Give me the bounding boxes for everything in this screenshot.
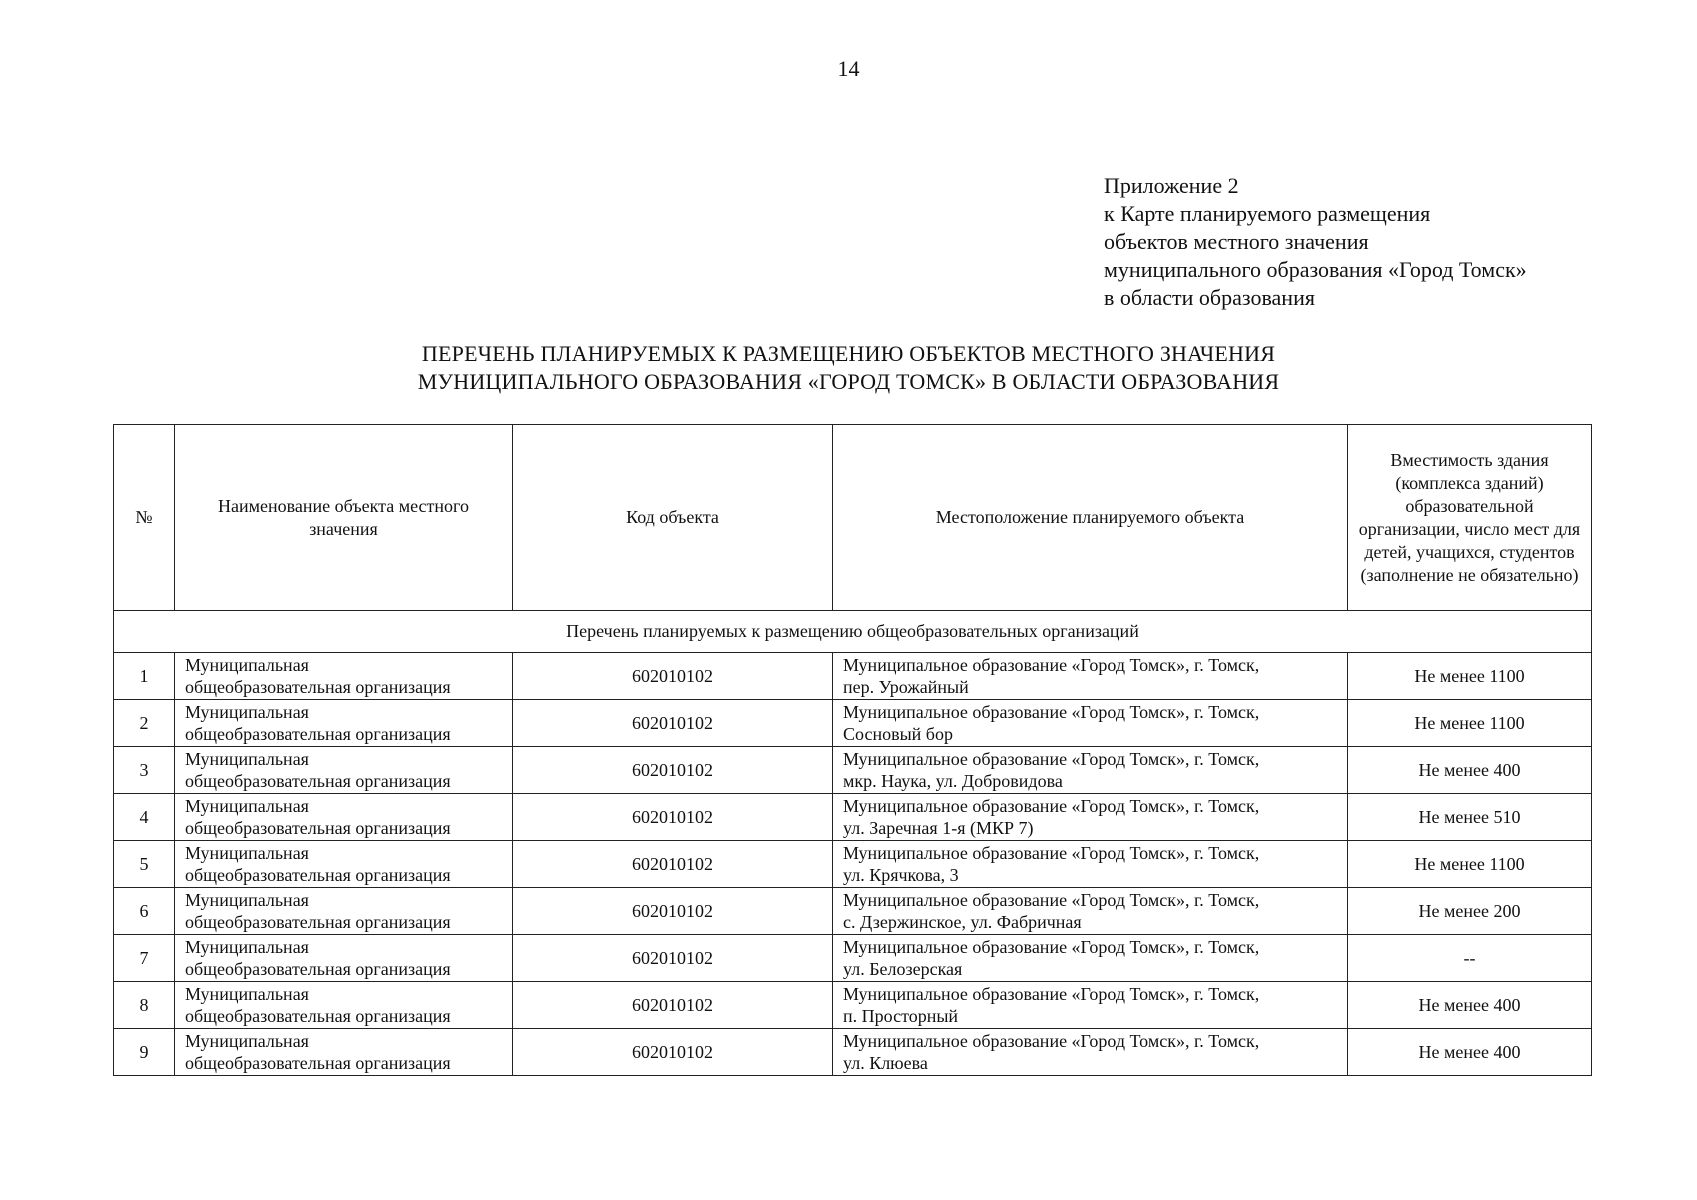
row-number: 5 [114, 841, 175, 888]
row-location-line: ул. Заречная 1-я (МКР 7) [843, 818, 1034, 838]
row-object-name-line: общеобразовательная организация [185, 677, 451, 697]
row-location-line: Муниципальное образование «Город Томск», г. Томск, [843, 937, 1260, 957]
table-row [114, 841, 1592, 888]
appendix-line: Приложение 2 [1104, 173, 1239, 198]
header-location: Местоположение планируемого объекта [833, 425, 1348, 611]
table-row [114, 888, 1592, 935]
row-object-name [175, 794, 513, 841]
row-capacity: Не менее 200 [1348, 888, 1592, 935]
row-number: 6 [114, 888, 175, 935]
row-object-name-line: Муниципальная [185, 655, 309, 675]
row-location-line: Муниципальное образование «Город Томск», г. Томск, [843, 655, 1260, 675]
row-location-line: Муниципальное образование «Город Томск», г. Томск, [843, 702, 1260, 722]
row-number: 8 [114, 982, 175, 1029]
row-object-name-line: Муниципальная [185, 937, 309, 957]
row-object-name-line: общеобразовательная организация [185, 1006, 451, 1026]
header-code: Код объекта [513, 425, 833, 611]
row-capacity: Не менее 400 [1348, 1029, 1592, 1076]
row-number: 3 [114, 747, 175, 794]
table-row [114, 982, 1592, 1029]
objects-table [113, 424, 1592, 1076]
row-object-name [175, 982, 513, 1029]
table-row [114, 935, 1592, 982]
row-location-line: п. Просторный [843, 1006, 959, 1026]
row-location [833, 841, 1348, 888]
row-location [833, 1029, 1348, 1076]
row-object-code: 602010102 [513, 700, 833, 747]
row-object-name [175, 888, 513, 935]
row-location-line: Муниципальное образование «Город Томск», г. Томск, [843, 796, 1260, 816]
row-object-code: 602010102 [513, 935, 833, 982]
row-object-name-line: Муниципальная [185, 843, 309, 863]
header-capacity: Вместимость здания (комплекса зданий) образовательной организации, число мест для детей, учащихся, студентов (заполнение не обязательно) [1348, 425, 1592, 611]
row-object-code: 602010102 [513, 888, 833, 935]
row-object-name [175, 700, 513, 747]
row-location-line: Муниципальное образование «Город Томск», г. Томск, [843, 749, 1260, 769]
row-location [833, 935, 1348, 982]
row-object-name-line: общеобразовательная организация [185, 724, 451, 744]
row-location-line: Муниципальное образование «Город Томск», г. Томск, [843, 890, 1260, 910]
table-row [114, 747, 1592, 794]
row-location [833, 794, 1348, 841]
row-capacity: Не менее 1100 [1348, 653, 1592, 700]
header-name: Наименование объекта местного значения [175, 425, 513, 611]
row-number: 7 [114, 935, 175, 982]
row-number: 9 [114, 1029, 175, 1076]
row-capacity: Не менее 1100 [1348, 700, 1592, 747]
row-number: 4 [114, 794, 175, 841]
row-capacity: Не менее 400 [1348, 982, 1592, 1029]
header-number: № [114, 425, 175, 611]
row-object-name [175, 1029, 513, 1076]
table-header-row [114, 425, 1592, 611]
row-location-line: Муниципальное образование «Город Томск», г. Томск, [843, 843, 1260, 863]
row-location [833, 888, 1348, 935]
document-title-line-1: ПЕРЕЧЕНЬ ПЛАНИРУЕМЫХ К РАЗМЕЩЕНИЮ ОБЪЕКТОВ МЕСТНОГО ЗНАЧЕНИЯ [421, 341, 1276, 366]
row-location-line: пер. Урожайный [843, 677, 969, 697]
row-object-name [175, 841, 513, 888]
section-row [114, 611, 1592, 653]
row-object-code: 602010102 [513, 653, 833, 700]
row-object-name-line: общеобразовательная организация [185, 912, 451, 932]
row-object-name-line: Муниципальная [185, 749, 309, 769]
appendix-line: объектов местного значения [1104, 229, 1369, 254]
row-location [833, 982, 1348, 1029]
page-number: 14 [837, 56, 860, 81]
row-location-line: ул. Крячкова, 3 [843, 865, 959, 885]
row-location-line: Сосновый бор [843, 724, 953, 744]
row-location [833, 747, 1348, 794]
table-row [114, 794, 1592, 841]
row-object-name-line: общеобразовательная организация [185, 1053, 451, 1073]
row-object-name-line: общеобразовательная организация [185, 818, 451, 838]
row-number: 1 [114, 653, 175, 700]
table-row [114, 1029, 1592, 1076]
row-object-name-line: Муниципальная [185, 796, 309, 816]
row-location-line: Муниципальное образование «Город Томск», г. Томск, [843, 1031, 1260, 1051]
row-object-name-line: общеобразовательная организация [185, 865, 451, 885]
document-title [0, 340, 1697, 396]
row-object-name-line: Муниципальная [185, 890, 309, 910]
row-object-name-line: Муниципальная [185, 984, 309, 1004]
table-row [114, 653, 1592, 700]
row-object-name-line: общеобразовательная организация [185, 959, 451, 979]
row-object-name-line: общеобразовательная организация [185, 771, 451, 791]
row-object-name [175, 935, 513, 982]
appendix-line: к Карте планируемого размещения [1104, 201, 1431, 226]
row-location-line: с. Дзержинское, ул. Фабричная [843, 912, 1082, 932]
row-location-line: Муниципальное образование «Город Томск», г. Томск, [843, 984, 1260, 1004]
row-capacity: Не менее 1100 [1348, 841, 1592, 888]
row-object-name [175, 747, 513, 794]
row-object-name-line: Муниципальная [185, 702, 309, 722]
section-title: Перечень планируемых к размещению общеобразовательных организаций [114, 611, 1592, 653]
document-title-line-2: МУНИЦИПАЛЬНОГО ОБРАЗОВАНИЯ «ГОРОД ТОМСК» В ОБЛАСТИ ОБРАЗОВАНИЯ [417, 369, 1280, 394]
row-capacity: Не менее 510 [1348, 794, 1592, 841]
appendix-note [1104, 172, 1527, 312]
row-location-line: мкр. Наука, ул. Добровидова [843, 771, 1063, 791]
row-object-name-line: Муниципальная [185, 1031, 309, 1051]
row-capacity: Не менее 400 [1348, 747, 1592, 794]
row-capacity: -- [1348, 935, 1592, 982]
row-object-code: 602010102 [513, 1029, 833, 1076]
row-number: 2 [114, 700, 175, 747]
row-object-code: 602010102 [513, 747, 833, 794]
row-location-line: ул. Клюева [843, 1053, 928, 1073]
appendix-line: в области образования [1104, 285, 1315, 310]
row-object-code: 602010102 [513, 982, 833, 1029]
row-object-name [175, 653, 513, 700]
row-object-code: 602010102 [513, 794, 833, 841]
table-row [114, 700, 1592, 747]
row-location-line: ул. Белозерская [843, 959, 963, 979]
appendix-line: муниципального образования «Город Томск» [1104, 257, 1527, 282]
row-object-code: 602010102 [513, 841, 833, 888]
row-location [833, 653, 1348, 700]
row-location [833, 700, 1348, 747]
